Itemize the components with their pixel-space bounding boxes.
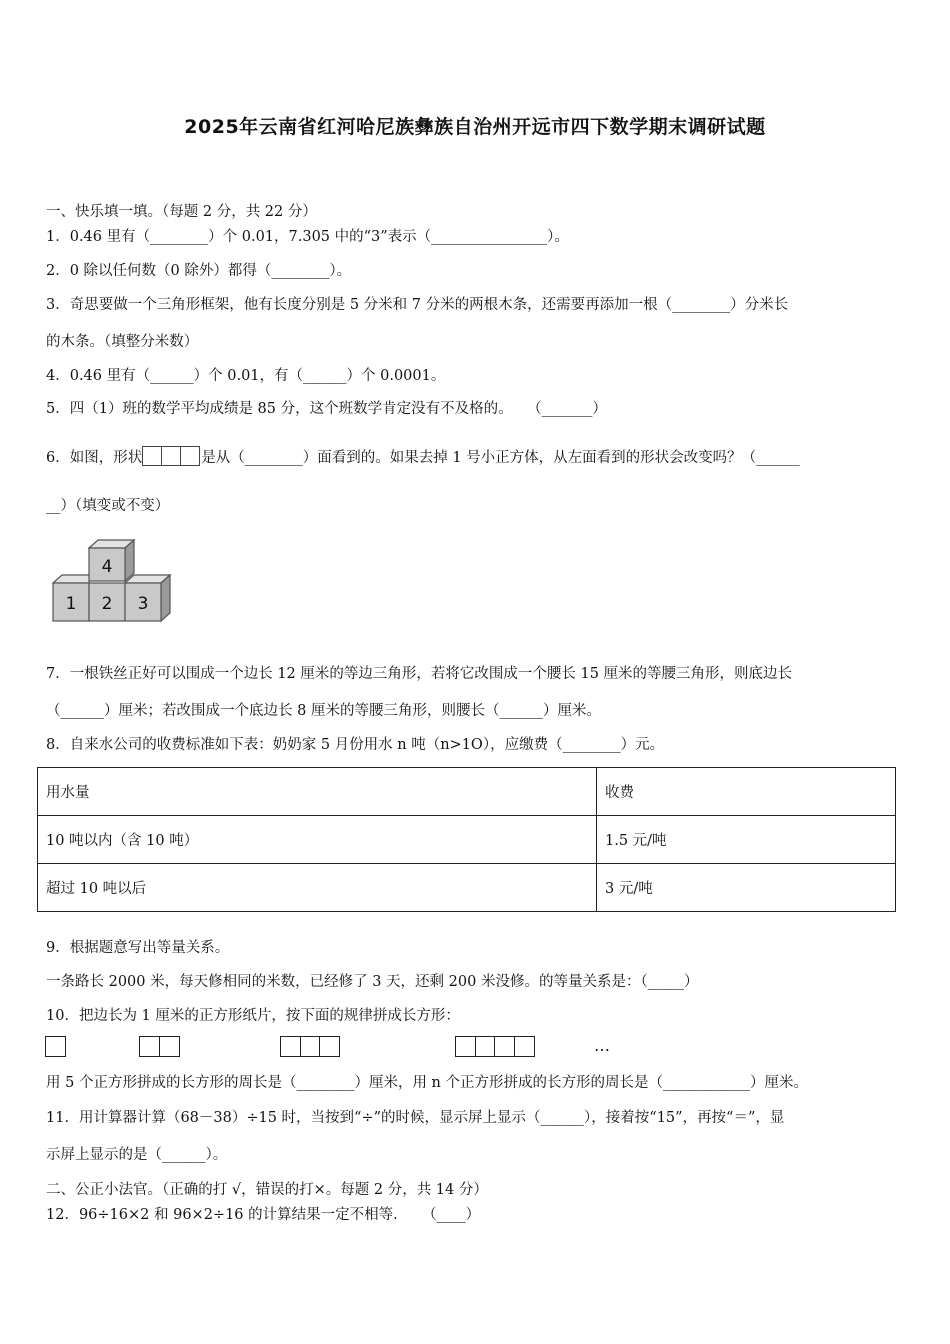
page-title: 2025年云南省红河哈尼族彝族自治州开远市四下数学期末调研试题 [184,116,766,138]
question-9-text: 一条路长 2000 米，每天修相同的米数，已经修了 3 天，还剩 200 米没修。的等量关系是：（_____） [46,974,699,990]
question-10: 10．把边长为 1 厘米的正方形纸片，按下面的规律拼成长方形： [46,1008,460,1024]
table-cell: 1.5 元/吨 [597,816,896,864]
cube-4 [89,540,134,581]
question-7-line-1: 7．一根铁丝正好可以围成一个边长 12 厘米的等边三角形，若将它改围成一个腰长 15 厘米的等腰三角形，则底边长 [46,666,793,682]
table-row [38,864,896,912]
table-header-cell: 用水量 [38,768,597,816]
question-10-text: 用 5 个正方形拼成的长方形的周长是（________）厘米，用 n 个正方形拼成的长方形的周长是（____________）厘米。 [46,1075,808,1091]
question-6-suffix: 是从（________）面看到的。如果去掉 1 号小正方体，从左面看到的形状会改变吗？（______ [201,450,800,466]
water-fee-table [37,767,896,912]
cube-label-3: 3 [137,594,149,614]
cube-3 [125,583,161,621]
square-pattern-row [0,1036,950,1062]
table-cell: 超过 10 吨以后 [38,864,597,912]
table-row [38,816,896,864]
question-9: 9．根据题意写出等量关系。 [46,940,230,956]
question-11-line-1: 11．用计算器计算（68－38）÷15 时，当按到“÷”的时候，显示屏上显示（______），接着按“15”，再按“＝”，显 [46,1110,785,1126]
three-squares-shape [143,446,200,468]
question-6-line-2: __）（填变或不变） [46,498,170,514]
question-7-line-2: （______）厘米；若改围成一个底边长 8 厘米的等腰三角形，则腰长（______）厘米。 [46,703,601,719]
question-8: 8．自来水公司的收费标准如下表：奶奶家 5 月份用水 n 吨（n>1O），应缴费（________）元。 [46,737,665,753]
question-12: 12．96÷16×2 和 96×2÷16 的计算结果一定不相等． （____） [46,1207,481,1223]
table-cell: 3 元/吨 [597,864,896,912]
section-1-heading: 一、快乐填一填。（每题 2 分，共 22 分） [46,204,317,220]
square-pattern-2 [141,1036,180,1058]
table-header-cell: 收费 [597,768,896,816]
question-6-prefix: 6．如图，形状 [46,450,143,466]
question-5: 5．四（1）班的数学平均成绩是 85 分，这个班数学肯定没有不及格的。 （_______） [46,401,607,417]
table-header-row [38,768,896,816]
square-pattern-1 [47,1036,66,1058]
question-2: 2．0 除以任何数（0 除外）都得（________）。 [46,263,352,279]
cube-label-1: 1 [65,594,77,614]
question-4: 4．0.46 里有（______）个 0.01，有（______）个 0.0001。 [46,368,446,384]
question-11-line-2: 示屏上显示的是（______）。 [46,1147,228,1163]
square-pattern-3 [282,1036,340,1058]
question-3-line-2: 的木条。（填整分米数） [46,334,199,350]
square-pattern-4 [457,1036,535,1058]
cube-label-2: 2 [101,594,113,614]
cube-stack-figure [52,538,176,628]
pattern-ellipsis: … [594,1036,611,1055]
question-3-line-1: 3．奇思要做一个三角形框架，他有长度分别是 5 分米和 7 分米的两根木条，还需要再添加一根（________）分米长 [46,297,789,313]
table-cell: 10 吨以内（含 10 吨） [38,816,597,864]
cube-1 [53,583,89,621]
question-6-line-1 [46,446,800,468]
cube-2 [89,583,125,621]
section-2-heading: 二、公正小法官。（正确的打 √，错误的打×。每题 2 分，共 14 分） [46,1182,488,1198]
cube-label-4: 4 [101,557,113,577]
question-1: 1．0.46 里有（________）个 0.01，7.305 中的“3”表示（________________）。 [46,229,569,245]
